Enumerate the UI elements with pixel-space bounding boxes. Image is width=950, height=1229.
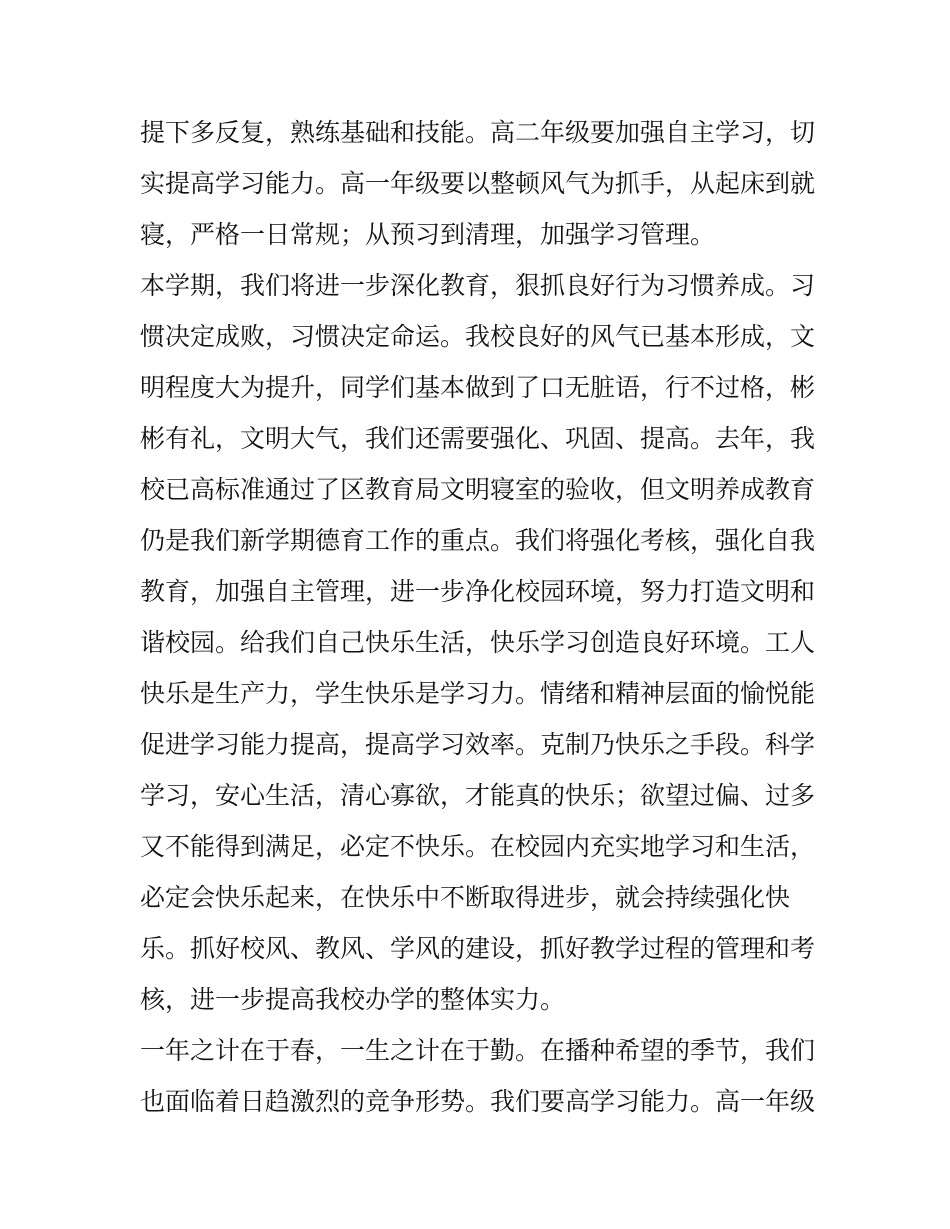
text-line: 又不能得到满足，必定不快乐。在校园内充实地学习和生活， [140,832,816,861]
text-line: 实提高学习能力。高一年级要以整顿风气为抓手，从起床到就 [140,169,816,198]
text-line: 彬有礼，文明大气，我们还需要强化、巩固、提高。去年，我 [140,424,816,453]
text-line: 本学期，我们将进一步深化教育，狠抓良好行为习惯养成。习 [140,271,816,300]
text-line: 核，进一步提高我校办学的整体实力。 [140,985,566,1014]
text-line: 惯决定成败，习惯决定命运。我校良好的风气已基本形成，文 [140,322,816,351]
text-line: 明程度大为提升，同学们基本做到了口无脏语，行不过格，彬 [140,373,816,402]
text-line: 谐校园。给我们自己快乐生活，快乐学习创造良好环境。工人 [140,628,816,657]
text-line: 一年之计在于春，一生之计在于勤。在播种希望的季节，我们 [140,1036,816,1065]
text-line: 教育，加强自主管理，进一步净化校园环境，努力打造文明和 [140,577,816,606]
text-line: 寝，严格一日常规；从预习到清理，加强学习管理。 [140,220,716,249]
text-line: 乐。抓好校风、教风、学风的建设，抓好教学过程的管理和考 [140,934,816,963]
text-line: 也面临着日趋激烈的竞争形势。我们要高学习能力。高一年级 [140,1087,816,1116]
text-line: 学习，安心生活，清心寡欲，才能真的快乐；欲望过偏、过多 [140,781,816,810]
text-line: 提下多反复，熟练基础和技能。高二年级要加强自主学习，切 [140,118,816,147]
text-line: 仍是我们新学期德育工作的重点。我们将强化考核，强化自我 [140,526,816,555]
body-text [140,107,820,1127]
text-line: 促进学习能力提高，提高学习效率。克制乃快乐之手段。科学 [140,730,816,759]
text-line: 必定会快乐起来，在快乐中不断取得进步，就会持续强化快 [140,883,791,912]
text-line: 快乐是生产力，学生快乐是学习力。情绪和精神层面的愉悦能 [140,679,816,708]
text-line: 校已高标准通过了区教育局文明寝室的验收，但文明养成教育 [140,475,816,504]
